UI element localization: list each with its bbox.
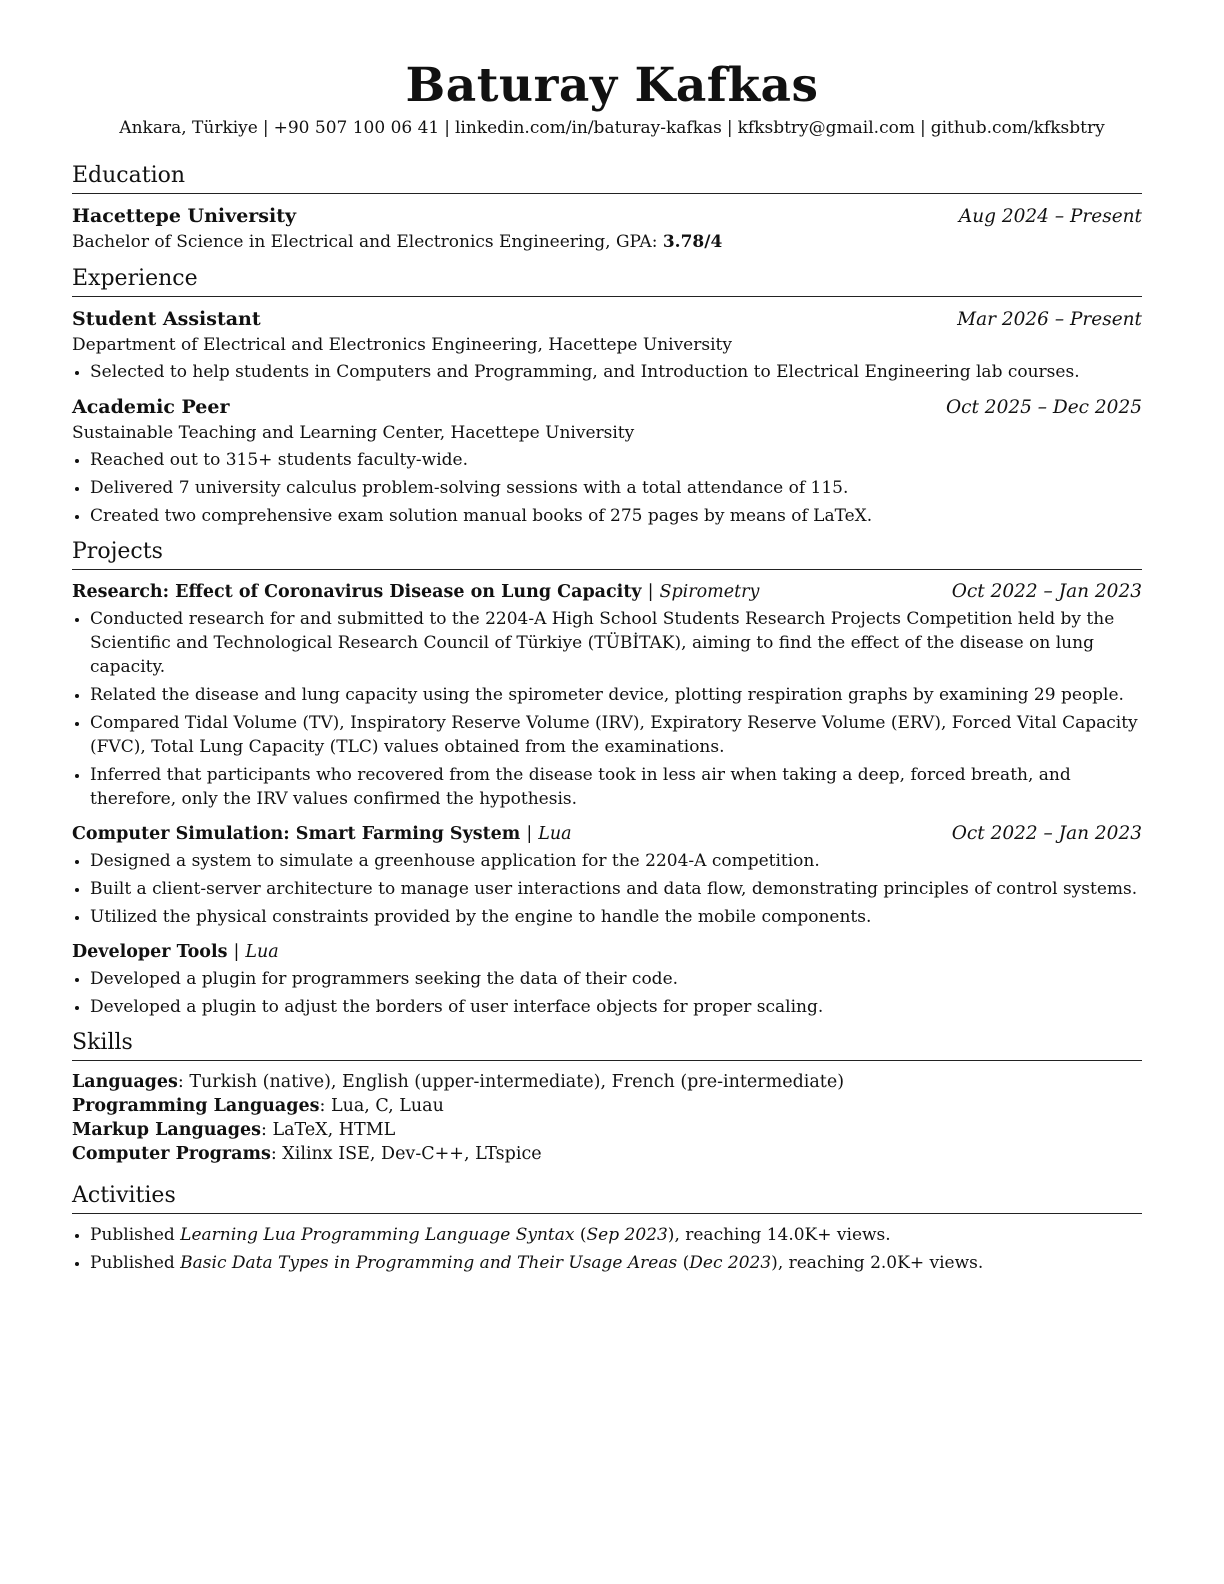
skill-label: Computer Programs xyxy=(72,1144,271,1164)
email-link[interactable]: kfksbtry@gmail.com xyxy=(737,118,915,138)
education-section xyxy=(72,162,1142,255)
bullet-item: • Developed a plugin to adjust the borders of user interface objects for proper scaling. xyxy=(90,995,1142,1019)
linkedin-link[interactable]: linkedin.com/in/baturay-kafkas xyxy=(454,118,722,138)
bullet-item: • Developed a plugin for programmers seeking the data of their code. xyxy=(90,967,1142,991)
skill-value: : Turkish (native), English (upper-intermediate), French (pre-intermediate) xyxy=(177,1072,845,1092)
separator: | xyxy=(526,824,533,844)
gpa: 3.78/4 xyxy=(662,232,723,252)
skill-line xyxy=(72,1142,1142,1166)
project-tech: Lua xyxy=(245,942,279,962)
bullet-item: • Built a client-server architecture to manage user interactions and data flow, demonstrating principles of control systems. xyxy=(90,877,1142,901)
activity-item: • Published Basic Data Types in Programming and Their Usage Areas (Dec 2023), reaching 2.0K+ views. xyxy=(90,1251,1142,1275)
bullet-item: • Compared Tidal Volume (TV), Inspiratory Reserve Volume (IRV), Expiratory Reserve Volume (ERV), Forced Vital Capacity (FVC), Total Lung Capacity (TLC) values obtained from the examinations. xyxy=(90,711,1142,759)
projects-section xyxy=(72,538,1142,1019)
experience-section xyxy=(72,265,1142,528)
activity-prefix: Published xyxy=(90,1253,181,1273)
organization: Department of Electrical and Electronics Engineering, Hacettepe University xyxy=(72,335,732,355)
separator: | xyxy=(233,942,240,962)
bullet-item: • Created two comprehensive exam solution manual books of 275 pages by means of LaTeX. xyxy=(90,504,1142,528)
bullet-item: • Selected to help students in Computers and Programming, and Introduction to Electrical Engineering lab courses. xyxy=(90,360,1142,384)
bullet-item: • Reached out to 315+ students faculty-wide. xyxy=(90,448,1142,472)
role-title: Academic Peer xyxy=(72,396,230,418)
github-link[interactable]: github.com/kfksbtry xyxy=(930,118,1105,138)
bullet-list xyxy=(72,448,1142,528)
bullet-list xyxy=(72,360,1142,384)
project-tech: Lua xyxy=(538,824,572,844)
separator: | xyxy=(726,118,733,138)
bullet-item: • Related the disease and lung capacity using the spirometer device, plotting respiration graphs by examining 29 people. xyxy=(90,683,1142,707)
activities-section xyxy=(72,1182,1142,1275)
bullet-list xyxy=(72,967,1142,1019)
entry-dates: Oct 2022 – Jan 2023 xyxy=(951,823,1142,844)
skill-label: Programming Languages xyxy=(72,1096,320,1116)
project-name: Computer Simulation: Smart Farming System xyxy=(72,824,521,844)
section-title: Activities xyxy=(72,1182,1142,1214)
experience-entry xyxy=(72,306,1142,384)
project-entry xyxy=(72,821,1142,929)
project-name: Developer Tools xyxy=(72,942,228,962)
organization: Sustainable Teaching and Learning Center, Hacettepe University xyxy=(72,423,635,443)
bullet-item: • Designed a system to simulate a greenhouse application for the 2204-A competition. xyxy=(90,849,1142,873)
bullet-list xyxy=(72,849,1142,929)
publication-title: Basic Data Types in Programming and Their Usage Areas xyxy=(180,1253,678,1273)
section-title: Projects xyxy=(72,538,1142,570)
skill-label: Markup Languages xyxy=(72,1120,261,1140)
bullet-item: • Inferred that participants who recovered from the disease took in less air when taking a deep, forced breath, and therefore, only the IRV values confirmed the hypothesis. xyxy=(90,763,1142,811)
activity-prefix: Published xyxy=(90,1225,181,1245)
role-title: Student Assistant xyxy=(72,308,261,330)
project-tech: Spirometry xyxy=(659,582,760,602)
resume-content xyxy=(72,162,1142,1281)
bullet-item: • Delivered 7 university calculus problem-solving sessions with a total attendance of 115. xyxy=(90,476,1142,500)
entry-dates: Oct 2025 – Dec 2025 xyxy=(945,397,1142,418)
publication-title: Learning Lua Programming Language Syntax xyxy=(180,1225,575,1245)
skill-value: : LaTeX, HTML xyxy=(261,1120,396,1140)
contact-line xyxy=(0,118,1224,138)
location: Ankara, Türkiye xyxy=(119,118,258,138)
bullet-list xyxy=(72,607,1142,811)
skill-line xyxy=(72,1118,1142,1142)
project-name: Research: Effect of Coronavirus Disease on Lung Capacity xyxy=(72,582,642,602)
publication-date: Sep 2023 xyxy=(586,1225,668,1245)
skills-section xyxy=(72,1029,1142,1166)
separator: | xyxy=(262,118,269,138)
skill-line xyxy=(72,1070,1142,1094)
section-title: Education xyxy=(72,162,1142,194)
section-title: Experience xyxy=(72,265,1142,297)
degree: Bachelor of Science in Electrical and Electronics Engineering, GPA: xyxy=(72,232,663,252)
entry-dates: Aug 2024 – Present xyxy=(958,206,1142,227)
candidate-name: Baturay Kafkas xyxy=(405,58,819,113)
bullet-item: • Conducted research for and submitted to the 2204-A High School Students Research Projects Competition held by the Scientific and Technological Research Council of Türkiye (TÜBİTAK), aiming to find the effect of the disease on lung capacity. xyxy=(90,607,1142,679)
project-entry xyxy=(72,579,1142,811)
bullet-item: • Utilized the physical constraints provided by the engine to handle the mobile components. xyxy=(90,905,1142,929)
bullet-list xyxy=(72,1223,1142,1275)
separator: | xyxy=(919,118,926,138)
separator: | xyxy=(647,582,654,602)
phone: +90 507 100 06 41 xyxy=(273,118,440,138)
separator: | xyxy=(444,118,450,138)
activity-suffix: , reaching 14.0K+ views. xyxy=(674,1225,891,1245)
school-name: Hacettepe University xyxy=(72,205,297,227)
activity-suffix: , reaching 2.0K+ views. xyxy=(777,1253,984,1273)
degree-line xyxy=(72,230,1142,255)
entry-dates: Mar 2026 – Present xyxy=(957,309,1142,330)
education-entry xyxy=(72,203,1142,255)
skill-value: : Lua, C, Luau xyxy=(319,1096,444,1116)
experience-entry xyxy=(72,394,1142,528)
publication-date: Dec 2023 xyxy=(689,1253,772,1273)
skill-line xyxy=(72,1094,1142,1118)
section-title: Skills xyxy=(72,1029,1142,1061)
project-entry xyxy=(72,939,1142,1019)
skill-value: : Xilinx ISE, Dev-C++, LTspice xyxy=(270,1144,542,1164)
skill-label: Languages xyxy=(72,1072,178,1092)
activity-item: • Published Learning Lua Programming Language Syntax (Sep 2023), reaching 14.0K+ views. xyxy=(90,1223,1142,1247)
entry-dates: Oct 2022 – Jan 2023 xyxy=(951,581,1142,602)
